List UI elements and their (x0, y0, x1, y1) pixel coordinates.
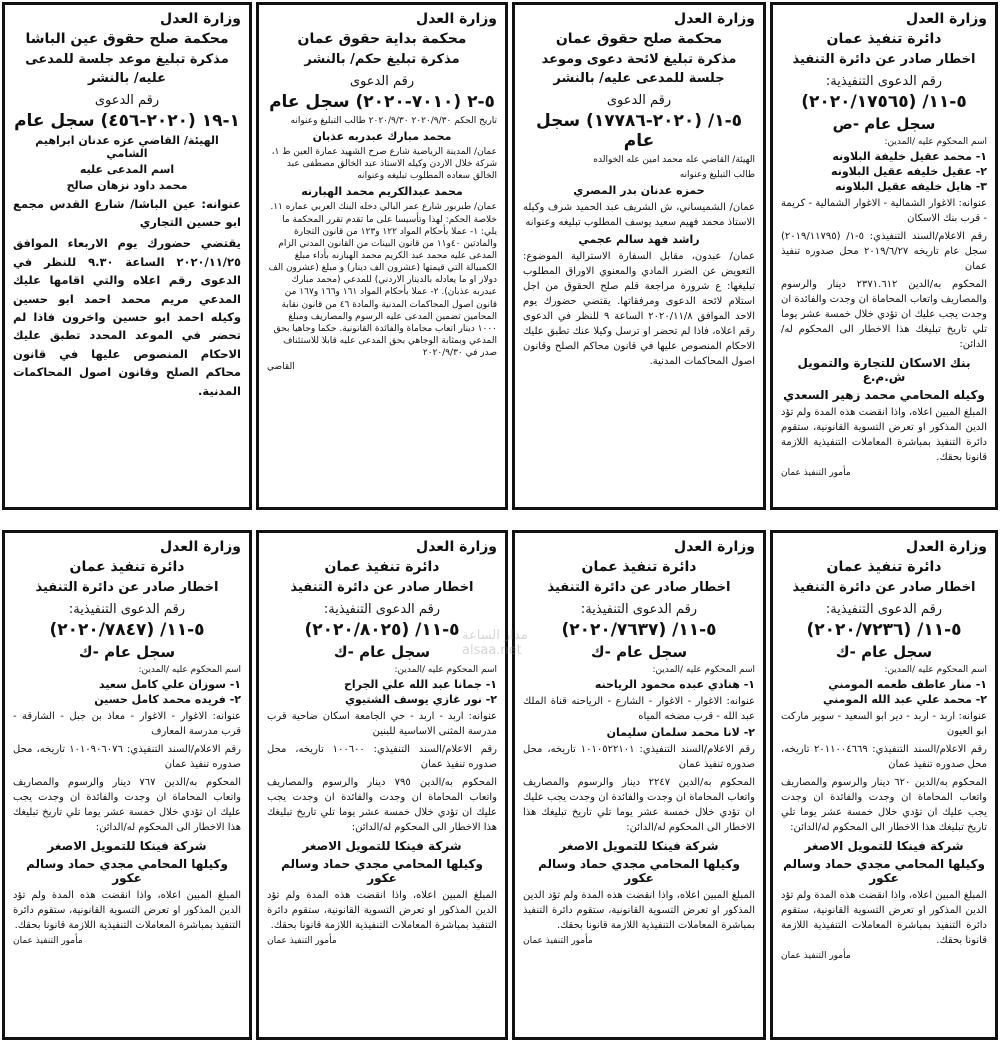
party-3: ٣- هايل خليفه عقيل البلاونه (835, 179, 987, 193)
signer: القاضي (267, 362, 295, 373)
creditor-company: شركة فينكا للتمويل الاصغر (302, 838, 462, 853)
judgment-body: عمان/ طبربور شارع عمر البالي دخله البنك العربي عماره ١١. خلاصة الحكم: لهذا وتأسيسا على ما تقدم تقرر المحكمة ما يلي: ١- عملا بأحكام المواد ١٢٢ و١٢٣ من قانون التجارة والمادتين ٤٠و١١ من قانون البينات من القانون المدني الزام المدعى عليه محمد عبد الكريم محمد الهبارنه بأداء مبلغ الكمبيالة التي قيمتها (عشرون الف دينار) و مبلغ (عشرون الف دولار او ما يعادله بالدينار الاردني) للمدعي (محمد مبارك عبدربه عذبان). ٢- عملا بأحكام المواد ١٦١ و١٦٦ و١٦٧ من قانون اصول المحاكمات المدنية والمادة ٤٦ من قانون نقابة المحامين تضمين المدعى عليه الرسوم والمصاريف ومبلغ ١٠٠٠ دينار اتعاب محاماة والفائدة القانونية. حكما وجاهيا بحق المدعي وبمثابة الوجاهي بحق المدعى عليه قابلا للاستئناف صدر في ٢٠٢٠/٩/٣٠ (268, 202, 497, 359)
address: عنوانه: اربد - اربد - حي الجامعة اسكان ضاحية قرب مدرسة المثنى الاساسية للبنين (267, 710, 497, 737)
notice-top-1 (770, 2, 998, 510)
ministry-title: وزارة العدل (674, 11, 755, 27)
record-type: سجل عام -ص (832, 114, 936, 133)
party-2: ٢- عقيل خليفه عقيل البلاونه (831, 164, 987, 178)
ministry-title: وزارة العدل (906, 539, 987, 555)
defendant-name: محمد داود نزهان صالح (66, 178, 188, 192)
record-type: سجل عام -ك (78, 642, 176, 661)
creditor-company: شركة فينكا للتمويل الاصغر (47, 838, 207, 853)
record-type: سجل عام -ك (835, 642, 933, 661)
closing-text: المبلغ المبين اعلاه، واذا انقضت هذه المدة ولم تؤد الدين المذكور او تعرض التسوية القانونية، ستقوم دائرة التنفيذ بمباشرة المعاملات التنفيذية اللازمة قانونا بحقك. (781, 406, 987, 463)
signer: مأمور التنفيذ عمان (781, 950, 851, 961)
court-name: محكمة صلح حقوق عين الباشا (25, 31, 229, 47)
court-name: دائرة تنفيذ عمان (69, 559, 185, 575)
creditor-lawyer: وكيلها المحامي مجدي حماد وسالم عكور (281, 856, 483, 885)
plaintiff-address: عمان/ المدينة الرياضية شارع صرح الشهيد عمارة العين ط ١، شركة خلال الاردن وكيله الاستاذ عبد الخالق مصطفى عبد الخالق سعاده المطلوب تبليغه وعنوانه (271, 146, 497, 182)
judge-panel: الهيئة/ القاضي عله محمد امين عله الخوالده (593, 154, 755, 165)
closing-text: المبلغ المبين اعلاه، واذا انقضت هذه المدة ولم تؤد الدين المذكور او تعرض التسوية القانونية، ستقوم دائرة التنفيذ بمباشرة المعاملات التنفيذية اللازمة قانونا بحقك. (13, 889, 241, 931)
case-number: ٥-١١/ (٢٠٢٠/٧٢٣٦) (806, 619, 962, 640)
case-header: رقم الدعوى التنفيذية: (580, 601, 698, 617)
defendant-address: عنوانه: عين الباشا/ شارع القدس مجمع ابو حسين التجاري (13, 196, 241, 230)
debtor-label: اسم المحكوم عليه /المدين: (884, 136, 987, 147)
notice-bottom-3 (256, 530, 508, 1040)
judgment-details: رقم الاعلام/السند التنفيذي: ٢٠١١٠٠٤٦٦٩ تاريخه، محل صدوره تنفيذ عمان (781, 743, 987, 770)
watermark-line-2: alsaa.net (462, 643, 522, 658)
notice-subtitle: اخطار صادر عن دائرة التنفيذ (792, 580, 976, 595)
party-1: ١- هنادي عبده محمود الرياحنه (594, 677, 755, 691)
notice-subtitle: اخطار صادر عن دائرة التنفيذ (792, 52, 976, 67)
judgment-details: رقم الاعلام/السند التنفيذي: ٥-١/ (٢٠١٩/١١٧٩٥) سجل عام تاريخه ٢٠١٩/٦/٢٧ محل صدوره تنفيذ عمان (781, 230, 987, 272)
debtor-label: اسم المحكوم عليه /المدين: (652, 664, 755, 675)
notice-top-2 (512, 2, 766, 510)
judge-panel: الهيئة/ القاضي عزه عدنان ابراهيم الشامي (35, 133, 219, 160)
amount-text: المحكوم به/الدين ٧٦٧ دينار والرسوم والمصاريف واتعاب المحاماة ان وجدت والفائدة ان وجدت يجب عليك ان تؤدي خلال خمسة عشر يوما تلي تاريخ تبليغك هذا الاخطار الى المحكوم له/الدائن: (13, 776, 241, 833)
ministry-title: وزارة العدل (160, 11, 241, 27)
party-2: ٢- نور غازي يوسف الشتيوي (344, 692, 497, 706)
court-name: دائرة تنفيذ عمان (826, 31, 942, 47)
creditor-lawyer: وكيله المحامي محمد زهير السعدي (783, 387, 985, 402)
case-number: ٥-١١/ (٢٠٢٠/٧٦٣٧) (561, 619, 717, 640)
notice-subtitle: اخطار صادر عن دائرة التنفيذ (547, 580, 731, 595)
debtor-label: اسم المحكوم عليه /المدين: (138, 664, 241, 675)
closing-text: المبلغ المبين اعلاه، واذا انقضت هذه المدة ولم تؤد الدين المذكور او تعرض التسوية القانونية، ستقوم دائرة التنفيذ بمباشرة المعاملات التنفيذية اللازمة قانونا بحقك. (523, 889, 755, 931)
plaintiff-address: عمان/ الشميساني، ش الشريف عبد الحميد شرف وكيله الاستاذ محمد فهيم سعيد يوسف المطلوب تبليغه وعنوانه (523, 201, 755, 228)
notice-body: يقتضي حضورك يوم الاربعاء الموافق ٢٠٢٠/١١/٢٥ الساعة ٩.٣٠ للنظر في الدعوى رقم اعلاه والتي اقامها عليك المدعي مريم محمد احمد ابو حسين وكيله احمد ابو حسين واخرون فاذا لم تحضر في الموعد المحدد تطبق عليك الاحكام المنصوص عليها في قانون محاكم الصلح وقانون اصول المحاكمات المدنية. (13, 236, 241, 398)
court-name: محكمة صلح حقوق عمان (555, 31, 723, 47)
party-2: ٢- محمد علي عبد الله المومني (822, 692, 987, 706)
notice-subtitle: اخطار صادر عن دائرة التنفيذ (35, 580, 219, 595)
party-2: ٢- فريده محمد كامل حسين (94, 692, 241, 706)
notice-bottom-1 (770, 530, 998, 1040)
creditor-company: شركة فينكا للتمويل الاصغر (559, 838, 719, 853)
signer: مأمور التنفيذ عمان (781, 467, 851, 478)
case-header: رقم الدعوى التنفيذية: (825, 601, 943, 617)
case-number: ٥-١١/ (٢٠٢٠/٨٠٢٥) (304, 619, 460, 640)
creditor-company: بنك الاسكان للتجارة والتمويل ش.م.ع (797, 355, 971, 384)
creditor-lawyer: وكيلها المحامي مجدي حماد وسالم عكور (783, 856, 985, 885)
requester-label: طالب التبليغ وعنوانه (679, 169, 755, 180)
record-type: سجل عام -ك (333, 642, 431, 661)
judgment-details: رقم الاعلام/السند التنفيذي: ١٠١٠٩٠٦٠٧٦ تاريخه، محل صدوره تنفيذ عمان (13, 743, 242, 770)
defendant-label: اسم المدعى عليه (79, 162, 175, 176)
judgment-details: رقم الاعلام/السند التنفيذي: ١٠١٠٥٢٢١٠١ تاريخه، محل صدوره تنفيذ عمان (523, 743, 755, 770)
notice-subtitle: اخطار صادر عن دائرة التنفيذ (290, 580, 474, 595)
plaintiff-name: حمزه عدنان بدر المصري (573, 183, 705, 197)
closing-text: المبلغ المبين اعلاه، واذا انقضت هذه المدة ولم تؤد الدين المذكور او تعرض التسوية القانونية، ستقوم دائرة التنفيذ بمباشرة المعاملات التنفيذية اللازمة قانونا بحقك. (781, 889, 987, 946)
ministry-title: وزارة العدل (674, 539, 755, 555)
signer: مأمور التنفيذ عمان (267, 935, 337, 946)
judgment-details: رقم الاعلام/السند التنفيذي: ١٠٠٦٠٠ تاريخه، محل صدوره تنفيذ عمان (267, 743, 497, 770)
signer: مأمور التنفيذ عمان (523, 935, 593, 946)
debtor-label: اسم المحكوم عليه /المدين: (394, 664, 497, 675)
notice-subtitle: مذكرة تبليغ حكم/ بالنشر (304, 52, 460, 67)
ministry-title: وزارة العدل (416, 11, 497, 27)
plaintiff-name: محمد مبارك عبدربه عذبان (312, 129, 452, 143)
amount-text: المحكوم به/الدين ٢٣٧١.٦١٢ دينار والرسوم والمصاريف واتعاب المحاماة ان وجدت والفائدة ان وجدت يجب عليك ان تؤدي خلال خمسة عشر يوما تلي تاريخ تبليغك هذا الاخطار الى المحكوم له/الدائن: (781, 278, 987, 350)
party-1: ١- سوزان علي كامل سعيد (99, 677, 241, 691)
case-number: ٥-١١/ (٢٠٢٠/٧٨٤٧) (49, 619, 205, 640)
ministry-title: وزارة العدل (160, 539, 241, 555)
case-number: ٥-١/ (٢٠٢٠-١٧٧٨٦) سجل عام (535, 110, 743, 151)
signer: مأمور التنفيذ عمان (13, 935, 83, 946)
case-header: رقم الدعوى (606, 92, 672, 108)
case-header: رقم الدعوى (349, 73, 415, 89)
notice-top-3 (256, 2, 508, 510)
court-name: دائرة تنفيذ عمان (324, 559, 440, 575)
debtor-label: اسم المحكوم عليه /المدين: (884, 664, 987, 675)
notice-subtitle: مذكرة تبليغ لائحة دعوى وموعد جلسة للمدعى عليه/ بالنشر (541, 52, 737, 86)
defendant-name: راشد فهد سالم عجمي (578, 232, 700, 246)
amount-text: المحكوم به/الدين ٦٢٠ دينار والرسوم والمصاريف واتعاب المحاماة ان وجدت والفائدة ان وجدت يجب عليك ان تؤدي خلال خمسة عشر يوما تلي تاريخ تبليغك هذا الاخطار الى المحكوم له/الدائن: (781, 776, 987, 833)
party-2: ٢- لانا محمد سلمان سليمان (606, 725, 755, 739)
watermark-line-1: مدار الساعة (462, 628, 528, 643)
case-header: رقم الدعوى (94, 92, 160, 108)
case-number: ٥-٢ (٧٠١٠-٢٠٢٠) سجل عام (269, 91, 495, 112)
address: عنوانه: الاغوار - الاغوار - الشارع - الرياحنه قناة الملك عبد الله - قرب مضخه المياه (523, 695, 755, 722)
court-name: دائرة تنفيذ عمان (581, 559, 697, 575)
address: عنوانه: اربد - اربد - دير ابو السعيد - سوبر ماركت ابو العيون (781, 710, 987, 737)
notice-subtitle: مذكرة تبليغ موعد جلسة للمدعى عليه/ بالنشر (25, 52, 229, 86)
creditor-lawyer: وكيلها المحامي مجدي حماد وسالم عكور (538, 856, 740, 885)
party-1: ١- منار عاطف طعمه المومني (828, 677, 987, 691)
watermark-text (462, 628, 528, 658)
judgment-meta: تاريخ الحكم ٢٠٢٠/٩/٣٠ ٢٠٢٠/٩/٣٠ طالب التبليغ وعنوانه (290, 115, 497, 126)
creditor-lawyer: وكيلها المحامي مجدي حماد وسالم عكور (26, 856, 228, 885)
court-name: دائرة تنفيذ عمان (826, 559, 942, 575)
notice-top-4 (2, 2, 252, 510)
amount-text: المحكوم به/الدين ٢٢٤٧ دينار والرسوم والمصاريف واتعاب المحاماة ان وجدت والفائدة ان وجدت يجب عليك ان تؤدي خلال خمسة عشر يوما تلي تاريخ تبليغك هذا الاخطار الى المحكوم له/الدائن: (523, 776, 755, 833)
party-1: ١- جمانا عبد الله علي الجراح (343, 677, 497, 691)
address: عنوانه: الاغوار - الاغوار - معاذ بن جبل - الشارقة - قرب مدرسة المعارف (13, 710, 241, 737)
case-header: رقم الدعوى التنفيذية: (323, 601, 441, 617)
record-type: سجل عام -ك (590, 642, 688, 661)
notice-bottom-4 (2, 530, 252, 1040)
defendant-name: محمد عبدالكريم محمد الهبارنه (301, 185, 463, 199)
ministry-title: وزارة العدل (416, 539, 497, 555)
amount-text: المحكوم به/الدين ٧٩٥ دينار والرسوم والمصاريف واتعاب المحاماة ان وجدت والفائدة ان وجدت يجب عليك ان تؤدي خلال خمسة عشر يوما تلي تاريخ تبليغك هذا الاخطار الى المحكوم له/الدائن: (267, 776, 497, 833)
case-number: ٥-١١/ (٢٠٢٠/١٧٥٦٥) (801, 91, 967, 112)
case-header: رقم الدعوى التنفيذية: (68, 601, 186, 617)
ministry-title: وزارة العدل (906, 11, 987, 27)
notice-bottom-2 (512, 530, 766, 1040)
party-1: ١- محمد عقيل خليفة البلاونه (832, 149, 987, 163)
court-name: محكمة بداية حقوق عمان (297, 31, 467, 47)
case-header: رقم الدعوى التنفيذية: (825, 73, 943, 89)
address: عنوانه: الاغوار الشمالية - الاغوار الشمالية - كريمة - قرب بنك الاسكان (781, 197, 987, 224)
notice-body: عمان/ عبدون، مقابل السفارة الاسترالية الموضوع: التعويض عن الضرر المادي والمعنوي الاوراق المطلوب تبليغها: ع شرورة مراجعة قلم صلح الحقوق من اجل استلام لائحة الدعوى ومرفقاتها. يقتضي حضورك يوم الاحد الموافق ٢٠٢٠/١١/٨ الساعة ٩ للنظر في الدعوى رقم اعلاه، فاذا لم تحضر او ترسل وكيلا عنك تطبق عليك الاحكام المنصوص عليها في قانون محاكم الصلح وقانون اصول المحاكمات المدنية. (523, 250, 755, 367)
case-number: ١-١٩ (٢٠٢٠-٤٥٦) سجل عام (14, 110, 240, 131)
closing-text: المبلغ المبين اعلاه، واذا انقضت هذه المدة ولم تؤد الدين المذكور او تعرض التسوية القانونية، ستقوم دائرة التنفيذ بمباشرة المعاملات التنفيذية اللازمة قانونا بحقك. (267, 889, 497, 931)
creditor-company: شركة فينكا للتمويل الاصغر (804, 838, 964, 853)
